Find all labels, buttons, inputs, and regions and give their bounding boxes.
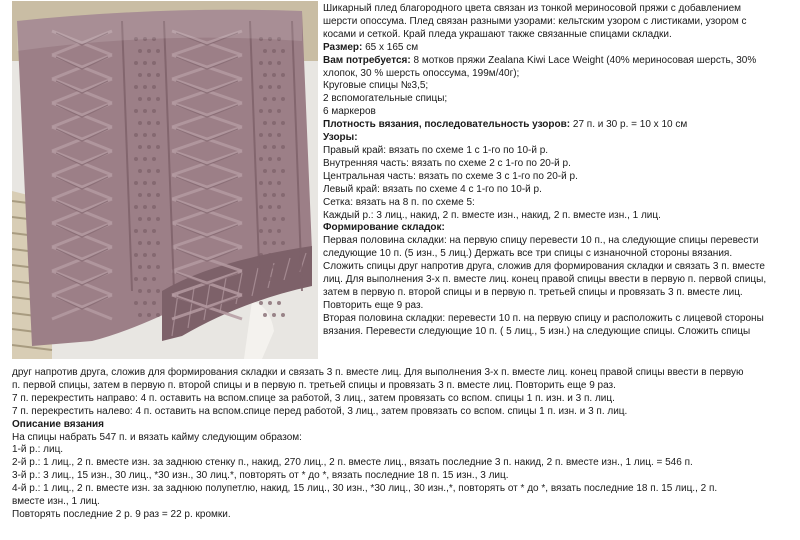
pattern-intro-column [323, 3, 795, 339]
text-line [323, 210, 795, 223]
text-line [323, 145, 795, 158]
line-heading: Узоры: [323, 132, 358, 144]
line-text: вместе изн., 1 лиц. [12, 496, 100, 508]
line-text: хлопок, 30 % шерсть опоссума, 199м/40г); [323, 67, 520, 79]
text-line [323, 93, 795, 106]
text-line [323, 158, 795, 171]
line-text: 2 вспомогательные спицы; [323, 93, 448, 105]
text-line [12, 470, 797, 483]
line-text: друг напротив друга, сложив для формирования складки и связать 3 п. вместе лиц. Для выполнения 3-х п. вместе лиц. конец правой спицы ввести в первую [12, 367, 744, 378]
text-line [323, 16, 795, 29]
blanket-photo [12, 1, 318, 359]
text-line [323, 171, 795, 184]
line-heading: Плотность вязания, последовательность узоров: [323, 119, 571, 131]
line-heading: Формирование складок: [323, 222, 445, 234]
text-line [323, 106, 795, 119]
line-heading: Описание вязания [12, 418, 105, 430]
knitted-blanket-image [12, 1, 318, 359]
line-text: Повторять последние 2 р. 9 раз = 22 р. кромки. [12, 508, 231, 520]
line-text: 7 п. перекрестить налево: 4 п. оставить на вспом.спице перед работой, 3 лиц., затем провязать со вспом. спицы 1 п. изн. и 3 п. лиц. [12, 405, 628, 417]
text-line [323, 197, 795, 210]
line-text: 7 п. перекрестить направо: 4 п. оставить на вспом.спице за работой, 3 лиц., затем провязать со вспом. спицы 1 п. изн. и 3 п. лиц. [12, 392, 615, 404]
line-text: Правый край: вязать по схеме 1 с 1-го по 10-й р. [323, 144, 549, 156]
line-text: Круговые спицы №3,5; [323, 80, 429, 92]
text-line [323, 3, 795, 16]
line-text: 8 мотков пряжи Zealana Kiwi Lace Weight (40% мериносовая шерсть, 30% [410, 54, 757, 66]
line-text: шерсти опоссума. Плед связан разными узорами: кельтским узором с листиками, узором с [323, 15, 747, 27]
line-text: Каждый р.: 3 лиц., накид, 2 п. вместе изн., накид, 2 п. вместе изн., 1 лиц. [323, 209, 661, 221]
line-heading: Вам потребуется: [323, 54, 411, 66]
line-text: 1-й р.: лиц. [12, 444, 64, 456]
line-text: Первая половина складки: на первую спицу перевести 10 п., на следующие спицы перевести [323, 235, 759, 247]
line-text: Внутренняя часть: вязать по схеме 2 с 1-го по 20-й р. [323, 157, 571, 169]
text-line [12, 496, 797, 509]
line-text: вязания. Перевести следующие 10 п. ( 5 лиц., 5 изн.) на следующие спицы. Сложить спицы [323, 325, 751, 337]
text-line [323, 55, 795, 68]
text-line [323, 274, 795, 287]
line-text: Вторая половина складки: перевести 10 п. на первую спицу и расположить с лицевой стороны [323, 312, 764, 324]
text-line [323, 68, 795, 81]
text-line [12, 393, 797, 406]
text-line [12, 457, 797, 470]
text-line [323, 235, 795, 248]
line-text: Сложить спицы друг напротив друга, сложив для формирования складки и связать 3 п. вместе [323, 261, 765, 273]
line-text: 6 маркеров [323, 106, 376, 118]
line-text: 4-й р.: 1 лиц., 2 п. вместе изн. за заднюю полупетлю, накид, 15 лиц., 30 изн., *30 лиц., 30 изн.,*, повторять от * до *, вязать последние 18 п. 15 лиц., 2 п. [12, 483, 718, 495]
line-text: Шикарный плед благородного цвета связан из тонкой мериносовой пряжи с добавлением [323, 3, 742, 14]
text-line [12, 419, 797, 432]
line-text: 2-й р.: 1 лиц., 2 п. вместе изн. за заднюю стенку п., накид, 270 лиц., 2 п. вместе лиц., вязать последние 3 п. накид, 2 п. вместе изн., 1 лиц. = 546 п. [12, 457, 693, 469]
text-line [323, 261, 795, 274]
text-line [323, 42, 795, 55]
text-line [12, 444, 797, 457]
line-text: следующие 10 п. (5 изн., 5 лиц.) Держать все три спицы с изнаночной стороны вязания. [323, 248, 733, 260]
text-line [323, 326, 795, 339]
line-heading: Размер: [323, 41, 363, 53]
line-text: 3-й р.: 3 лиц., 15 изн., 30 лиц., *30 изн., 30 лиц.*, повторять от * до *, вязать последние 18 п. 15 изн., 3 лиц. [12, 470, 509, 482]
line-text: 27 п. и 30 р. = 10 х 10 см [570, 119, 688, 131]
text-line [12, 483, 797, 496]
pattern-description-block [12, 367, 797, 522]
line-text: 65 х 165 см [362, 41, 419, 53]
text-line [12, 406, 797, 419]
text-line [323, 313, 795, 326]
line-text: п. первой спицы, затем в первую п. второй спицы и в первую п. третьей спицы и провязать 3 п. вместе лиц. Повторить еще 9 раз. [12, 379, 616, 391]
text-line [323, 29, 795, 42]
line-text: Сетка: вязать на 8 п. по схеме 5: [323, 196, 475, 208]
text-line [323, 248, 795, 261]
text-line [323, 184, 795, 197]
line-text: Центральная часть: вязать по схеме 3 с 1-го по 20-й р. [323, 170, 578, 182]
text-line [323, 222, 795, 235]
line-text: затем в первую п. второй спицы и в первую п. третьей спицы и провязать 3 п. вместе лиц. [323, 286, 743, 298]
text-line [12, 367, 797, 380]
text-line [12, 380, 797, 393]
text-line [12, 509, 797, 522]
text-line [12, 432, 797, 445]
line-text: На спицы набрать 547 п. и вязать кайму следующим образом: [12, 431, 302, 443]
text-line [323, 287, 795, 300]
text-line [323, 132, 795, 145]
text-line [323, 300, 795, 313]
text-line [323, 80, 795, 93]
line-text: косами и сеткой. Край пледа украшают также связанные спицами складки. [323, 28, 672, 40]
line-text: лиц. Для выполнения 3-х п. вместе лиц. конец правой спицы ввести в первую п. первой спицы, [323, 274, 767, 286]
text-line [323, 119, 795, 132]
line-text: Повторить еще 9 раз. [323, 299, 424, 311]
line-text: Левый край: вязать по схеме 4 с 1-го по 10-й р. [323, 183, 542, 195]
